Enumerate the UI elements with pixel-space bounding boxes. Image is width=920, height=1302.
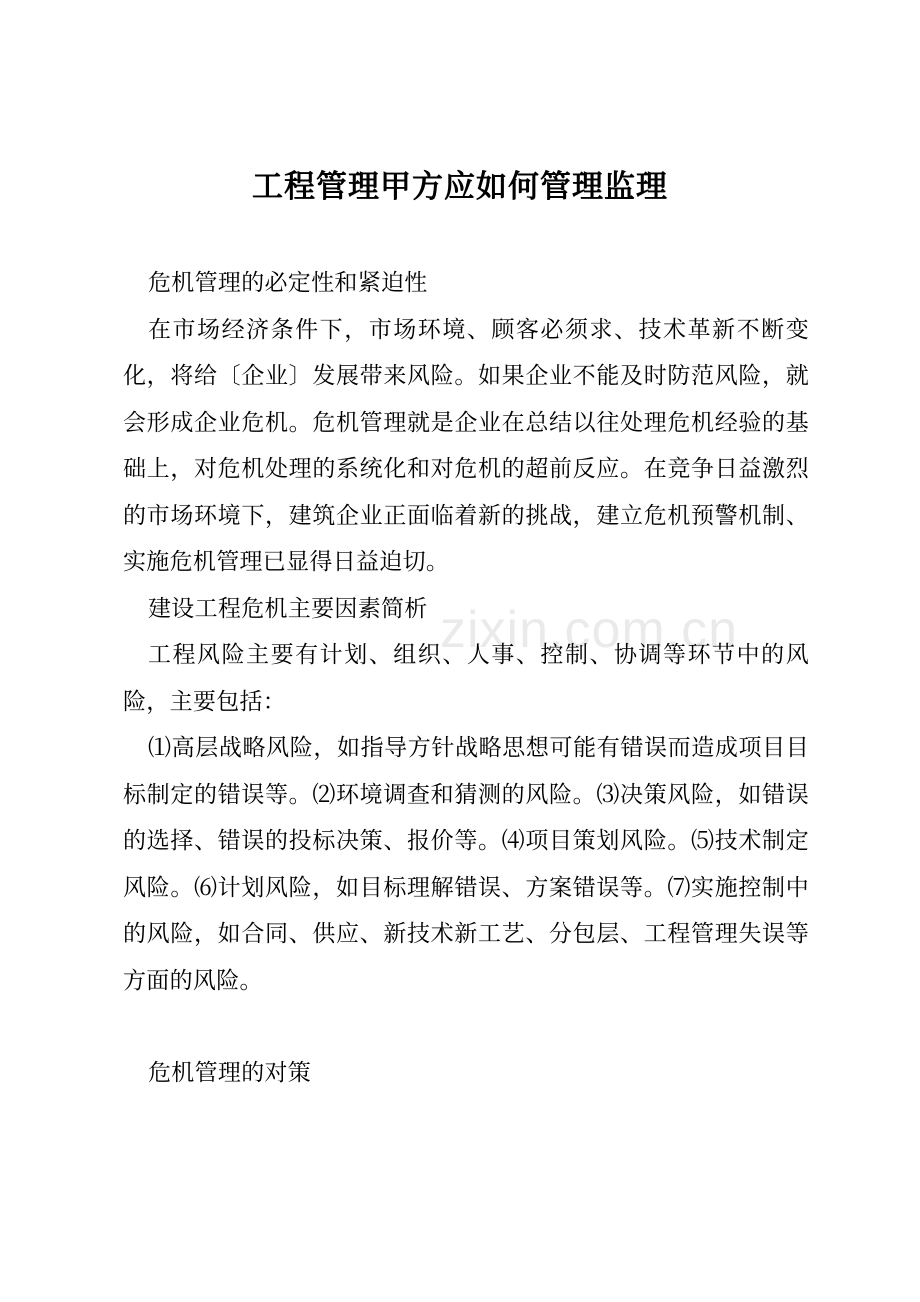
paragraph-risk-list: ⑴高层战略风险，如指导方针战略思想可能有错误而造成项目目标制定的错误等。⑵环境调查和猜测的风险。⑶决策风险，如错误的选择、错误的投标决策、报价等。⑷项目策划风险。⑸技术制定风险。⑹计划风险，如目标理解错误、方案错误等。⑺实施控制中的风险，如合同、供应、新技术新工艺、分包层、工程管理失误等方面的风险。: [123, 735, 809, 994]
document-body: [123, 260, 809, 1097]
section-heading-countermeasures: 危机管理的对策: [148, 1060, 312, 1086]
section-heading-necessity: 危机管理的必定性和紧迫性: [148, 270, 428, 296]
paragraph-market-risk: 在市场经济条件下，市场环境、顾客必须求、技术革新不断变化，将给〔企业〕发展带来风险。如果企业不能及时防范风险，就会形成企业危机。危机管理就是企业在总结以往处理危机经验的基础上，对危机处理的系统化和对危机的超前反应。在竞争日益激烈的市场环境下，建筑企业正面临着新的挑战，建立危机预警机制、实施危机管理已显得日益迫切。: [123, 316, 809, 575]
watermark-logo: zixin.com.cn: [440, 601, 739, 659]
document-title: 工程管理甲方应如何管理监理: [252, 169, 668, 205]
section-heading-risk-factors: 建设工程危机主要因素简析: [148, 595, 428, 622]
paragraph-risk-intro: 工程风险主要有计划、组织、人事、控制、协调等环节中的风险，主要包括：: [123, 642, 809, 715]
